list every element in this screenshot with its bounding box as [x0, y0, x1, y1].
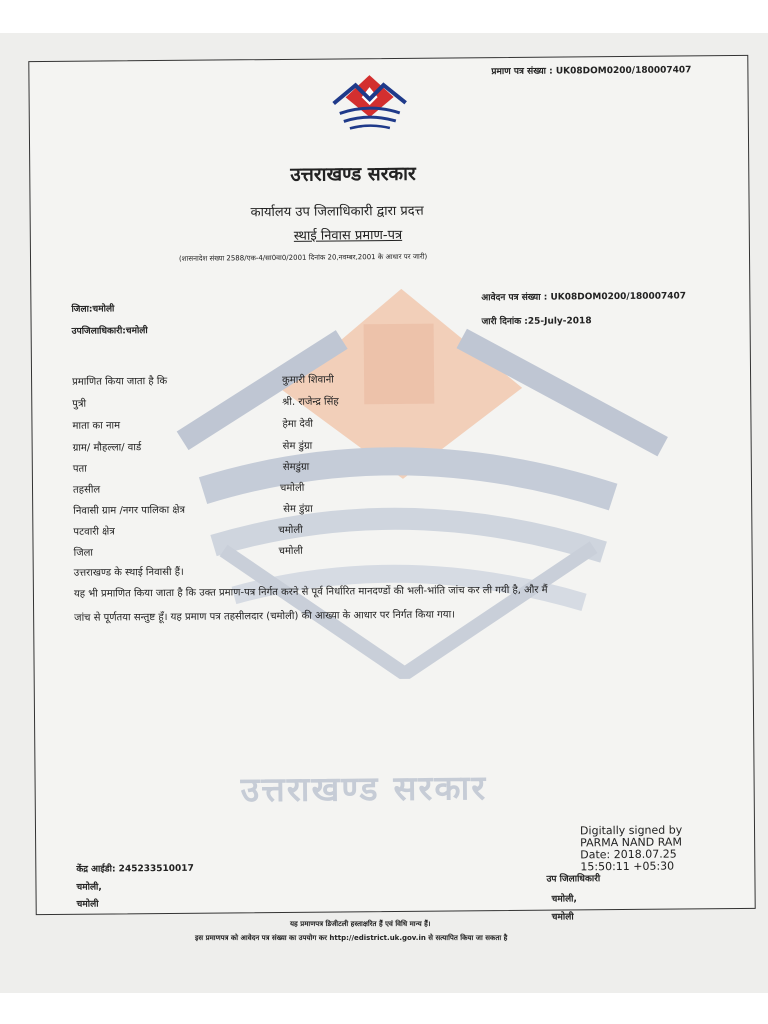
digital-signature	[580, 824, 683, 873]
detail-value: सेमडुंग्रा	[282, 461, 310, 473]
signatory-place-2: चमोली	[551, 912, 574, 923]
district-label: जिला:चमोली	[71, 304, 115, 315]
bottom-note-1: यह प्रमाणपत्र डिजीटली हस्ताक्षरित हैं एवं विधि मान्य हैं।	[290, 920, 431, 928]
bottom-note-2: इस प्रमाणपत्र को आवेदन पत्र संख्या का उपयोग कर http://edistrict.uk.gov.in से सत्यापित किया जा सकता है	[195, 934, 508, 942]
detail-label: माता का नाम	[72, 420, 121, 432]
detail-value: सेम डुंग्रा	[283, 503, 313, 515]
document-title: उत्तराखण्ड सरकार	[290, 162, 416, 186]
detail-value: श्री. राजेन्द्र सिंह	[282, 396, 339, 408]
government-order: (शासनादेश संख्या 2588/एक-4/सा0वा0/2001 दिनांक 20,नवम्बर,2001 के आधार पर जारी)	[178, 252, 428, 263]
detail-label: तहसील	[72, 484, 101, 496]
signature-line-1: Digitally signed by	[579, 823, 683, 838]
detail-value: चमोली	[279, 482, 305, 494]
detail-label: प्रमाणित किया जाता है कि	[72, 375, 168, 388]
sub-division-label: उपजिलाधिकारी:चमोली	[71, 326, 148, 337]
signature-date: Date: 2018.07.25	[580, 847, 677, 862]
document-subtitle: कार्यालय उप जिलाधिकारी द्वारा प्रदत्त	[250, 203, 424, 221]
signatory-designation: उप जिलाधिकारी	[546, 874, 601, 885]
detail-value: हेमा देवी	[282, 418, 314, 430]
detail-label: पटवारी क्षेत्र	[73, 526, 115, 538]
signatory-place-1: चमोली,	[551, 894, 577, 905]
certificate-frame	[28, 55, 755, 923]
detail-label: पुत्री	[72, 398, 87, 410]
signature-name: PARMA NAND RAM	[580, 835, 682, 850]
certificate-number: प्रमाण पत्र संख्या : UK08DOM0200/180007407	[491, 65, 692, 78]
certificate-type: स्थाई निवास प्रमाण-पत्र	[293, 227, 403, 244]
footer-place-1: चमोली,	[76, 882, 102, 893]
uttarakhand-logo	[329, 73, 410, 136]
issue-date: जारी दिनांक :25-July-2018	[481, 316, 592, 328]
detail-label: जिला	[73, 547, 94, 559]
detail-value: सेम डुंग्रा	[282, 440, 313, 452]
footer-place-2: चमोली	[76, 899, 99, 910]
watermark-text: उत्तराखण्ड सरकार	[240, 768, 488, 811]
detail-value: कुमारी शिवानी	[282, 374, 334, 386]
declaration-line-2: जांच से पूर्णतया सन्तुष्ट हूँ। यह प्रमाण पत्र तहसीलदार (चमोली) की आख्या के आधार पर निर्गत किया गया।	[74, 609, 456, 624]
detail-label: ग्राम/ मौहल्ला/ वार्ड	[72, 442, 142, 454]
resident-line: उत्तराखण्ड के स्थाई निवासी हैं।	[73, 566, 184, 579]
application-number: आवेदन पत्र संख्या : UK08DOM0200/180007407	[481, 291, 687, 304]
detail-value: चमोली	[278, 545, 303, 557]
detail-label: निवासी ग्राम /नगर पालिका क्षेत्र	[73, 504, 186, 517]
detail-value: चमोली	[278, 524, 303, 536]
center-id: केंद्र आईडी: 245233510017	[76, 863, 194, 875]
detail-label: पता	[72, 463, 87, 475]
signature-time: 15:50:11 +05:30	[580, 859, 675, 874]
declaration-line-1: यह भी प्रमाणित किया जाता है कि उक्त प्रमाण-पत्र निर्गत करने से पूर्व निर्धारित मानदण्डों की भली-भांति जांच कर ली गयी है, और मैं	[73, 584, 548, 600]
